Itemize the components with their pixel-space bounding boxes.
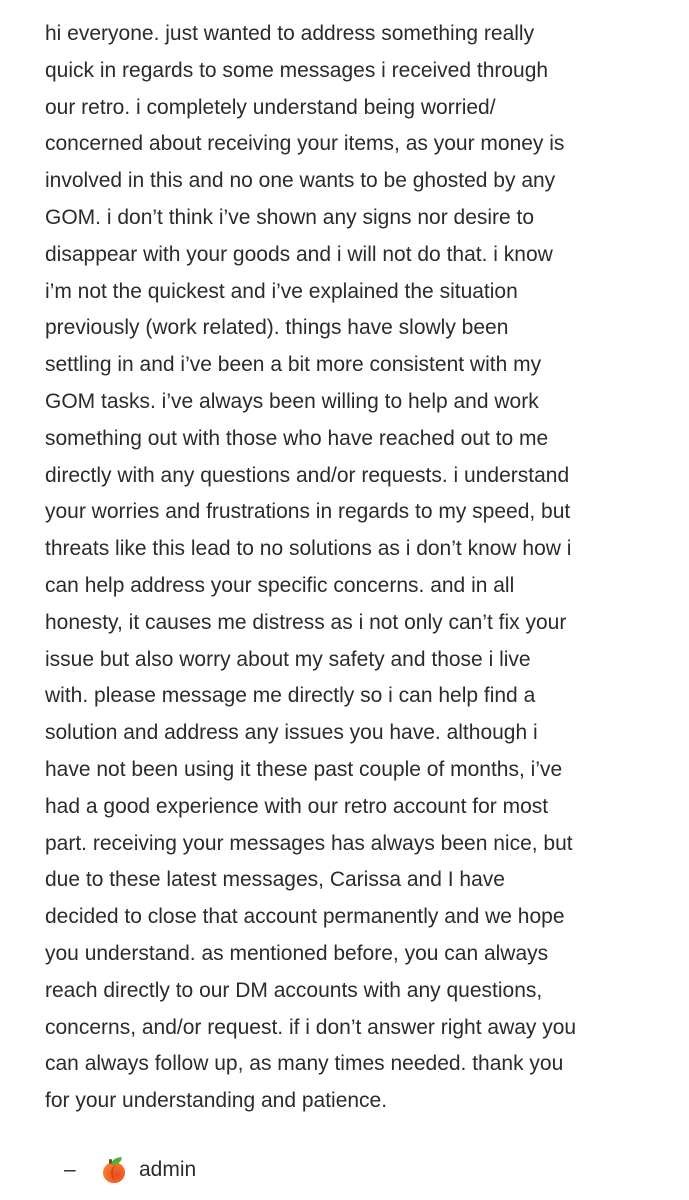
note-line: issue but also worry about my safety and those i live <box>45 647 531 671</box>
note-line: our retro. i completely understand being worried/ <box>45 95 496 119</box>
note-line: i’m not the quickest and i’ve explained the situation <box>45 279 518 303</box>
note-line: GOM tasks. i’ve always been willing to help and work <box>45 389 539 413</box>
note-line: directly with any questions and/or requests. i understand <box>45 463 570 487</box>
signature <box>64 1152 196 1188</box>
note-line: something out with those who have reached out to me <box>45 426 549 450</box>
note-line: quick in regards to some messages i received through <box>45 58 549 82</box>
note-line: involved in this and no one wants to be ghosted by any <box>45 169 556 193</box>
note-line: reach directly to our DM accounts with any questions, <box>45 978 543 1002</box>
note-line: with. please message me directly so i can help find a <box>45 684 536 708</box>
note-line: concerns, and/or request. if i don’t answer right away you <box>45 1015 577 1039</box>
note-body <box>45 16 675 1120</box>
peach-icon <box>102 1158 126 1183</box>
note-line: had a good experience with our retro account for most <box>45 794 549 818</box>
note-line: threats like this lead to no solutions as i don’t know how i <box>45 537 572 561</box>
note-line: due to these latest messages, Carissa and I have <box>45 868 505 892</box>
note-line: have not been using it these past couple of months, i’ve <box>45 757 563 781</box>
note-line: you understand. as mentioned before, you can always <box>45 941 549 965</box>
note-line: solution and address any issues you have. although i <box>45 721 538 745</box>
note-line: disappear with your goods and i will not do that. i know <box>45 242 553 266</box>
signature-dash: – <box>64 1158 76 1181</box>
note-line: GOM. i don’t think i’ve shown any signs nor desire to <box>45 205 535 229</box>
note-line: can always follow up, as many times needed. thank you <box>45 1052 564 1076</box>
note-line: for your understanding and patience. <box>45 1089 388 1113</box>
note-line: part. receiving your messages has always been nice, but <box>45 831 573 855</box>
note-line: concerned about receiving your items, as your money is <box>45 132 565 156</box>
note-line: settling in and i’ve been a bit more consistent with my <box>45 353 542 377</box>
signature-name: admin <box>139 1158 197 1181</box>
note-line: honesty, it causes me distress as i not only can’t fix your <box>45 610 567 634</box>
note-line: can help address your specific concerns. and in all <box>45 573 515 597</box>
note-line: decided to close that account permanently and we hope <box>45 905 565 929</box>
note-line: hi everyone. just wanted to address something really <box>45 22 535 45</box>
note-line: your worries and frustrations in regards to my speed, but <box>45 500 571 524</box>
note-line: previously (work related). things have slowly been <box>45 316 509 340</box>
